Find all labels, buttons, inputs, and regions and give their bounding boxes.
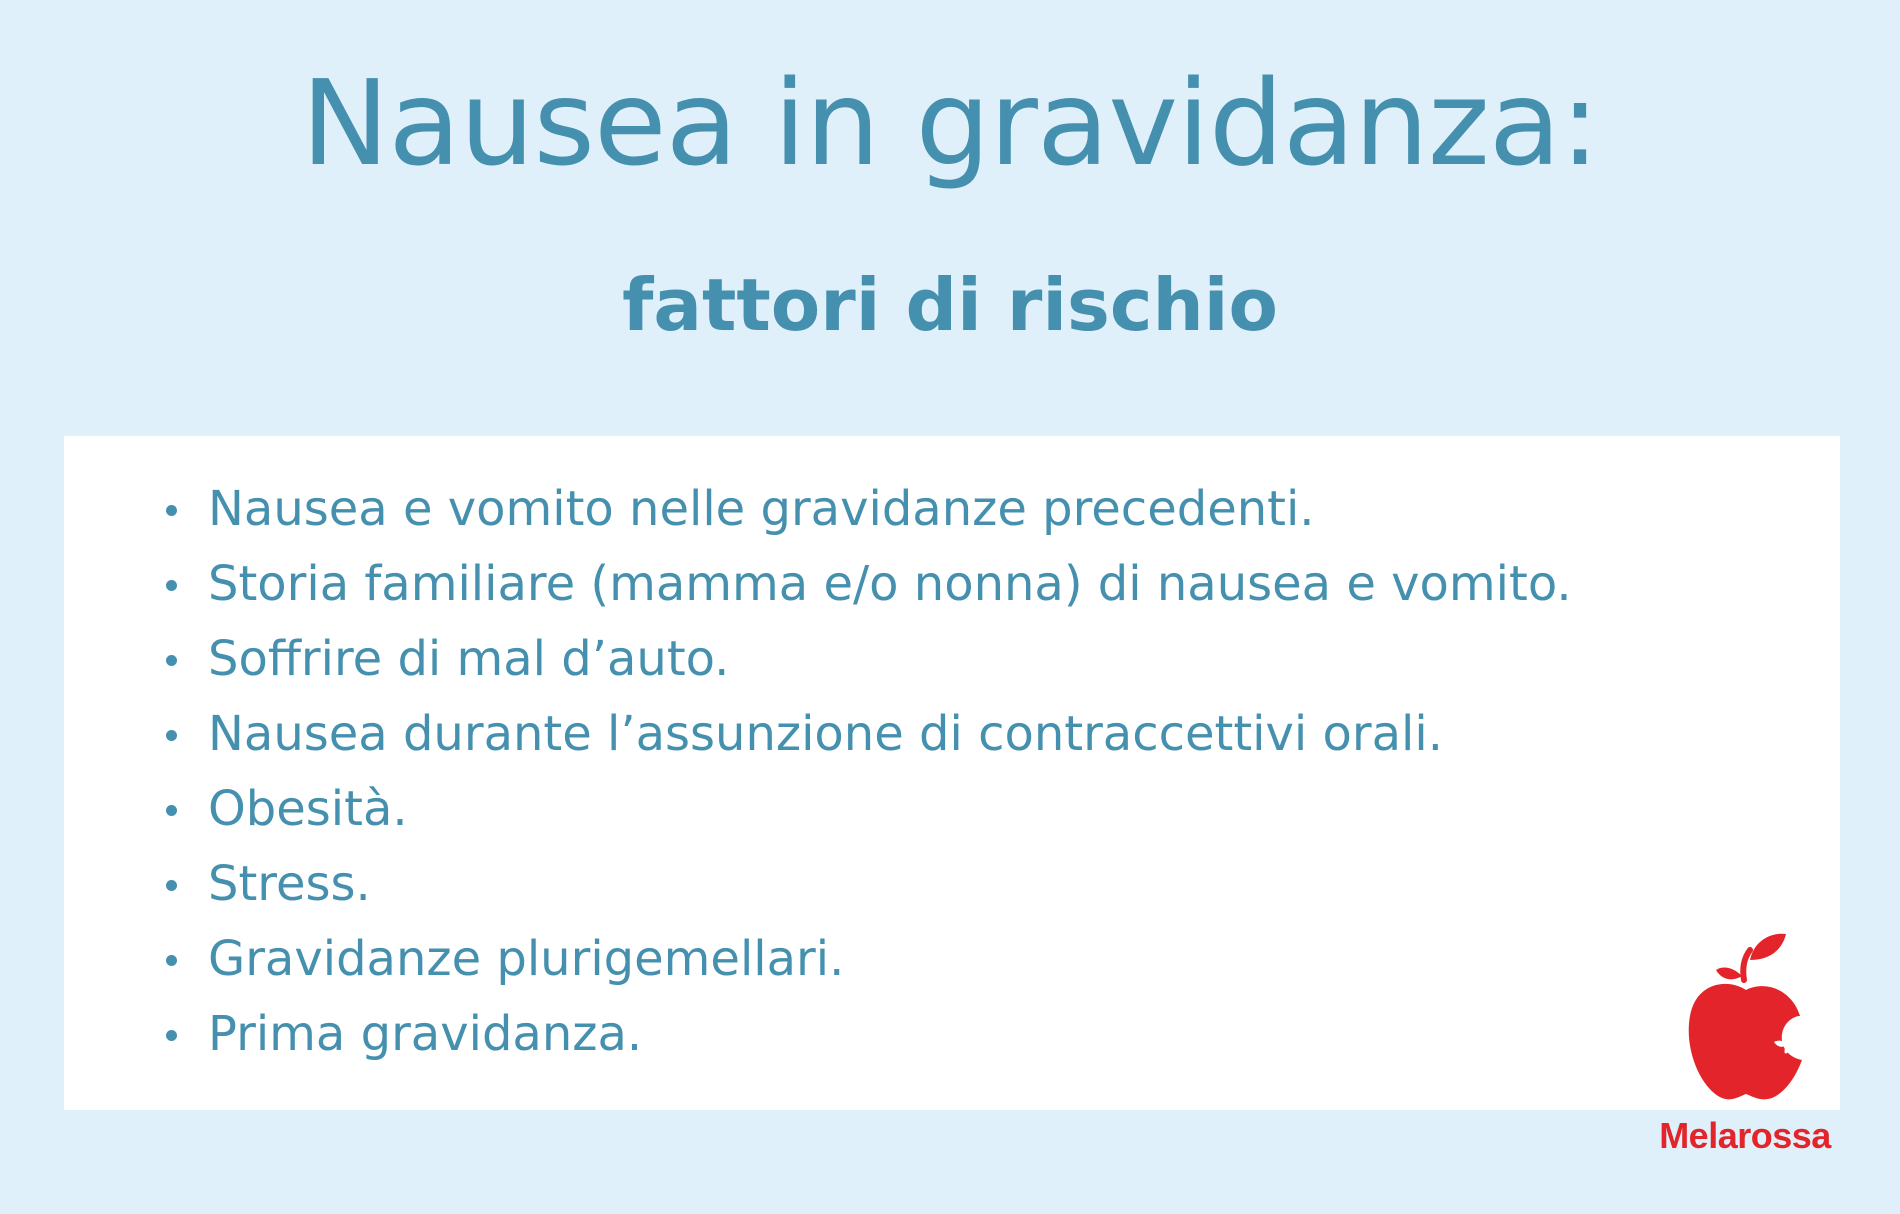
risk-factors-card bbox=[64, 436, 1840, 1110]
list-item-text: Prima gravidanza. bbox=[208, 1006, 643, 1062]
bullet-icon bbox=[166, 880, 177, 891]
list-item bbox=[144, 547, 1572, 622]
list-item-text: Nausea e vomito nelle gravidanze precedenti. bbox=[208, 481, 1315, 537]
apple-icon bbox=[1682, 930, 1812, 1115]
bullet-icon bbox=[166, 955, 177, 966]
list-item bbox=[144, 772, 1572, 847]
bullet-icon bbox=[166, 805, 177, 816]
bullet-icon bbox=[166, 655, 177, 666]
brand-name: Melarossa bbox=[1659, 1115, 1831, 1156]
page-subtitle: fattori di rischio bbox=[622, 263, 1278, 347]
page-title: Nausea in gravidanza: bbox=[301, 54, 1599, 192]
list-item-text: Soffrire di mal d’auto. bbox=[208, 631, 730, 687]
list-item bbox=[144, 472, 1572, 547]
list-item-text: Nausea durante l’assunzione di contraccettivi orali. bbox=[208, 706, 1443, 762]
list-item-text: Storia familiare (mamma e/o nonna) di nausea e vomito. bbox=[208, 556, 1572, 612]
list-item-text: Obesità. bbox=[208, 781, 408, 837]
list-item bbox=[144, 922, 1572, 997]
risk-factors-list bbox=[144, 472, 1572, 1072]
list-item-text: Stress. bbox=[208, 856, 371, 912]
bullet-icon bbox=[166, 730, 177, 741]
bullet-icon bbox=[166, 505, 177, 516]
bullet-icon bbox=[166, 1030, 177, 1041]
list-item bbox=[144, 697, 1572, 772]
list-item bbox=[144, 622, 1572, 697]
bullet-icon bbox=[166, 580, 177, 591]
list-item bbox=[144, 847, 1572, 922]
brand-logo bbox=[1640, 930, 1850, 1160]
list-item-text: Gravidanze plurigemellari. bbox=[208, 931, 845, 987]
list-item bbox=[144, 997, 1572, 1072]
